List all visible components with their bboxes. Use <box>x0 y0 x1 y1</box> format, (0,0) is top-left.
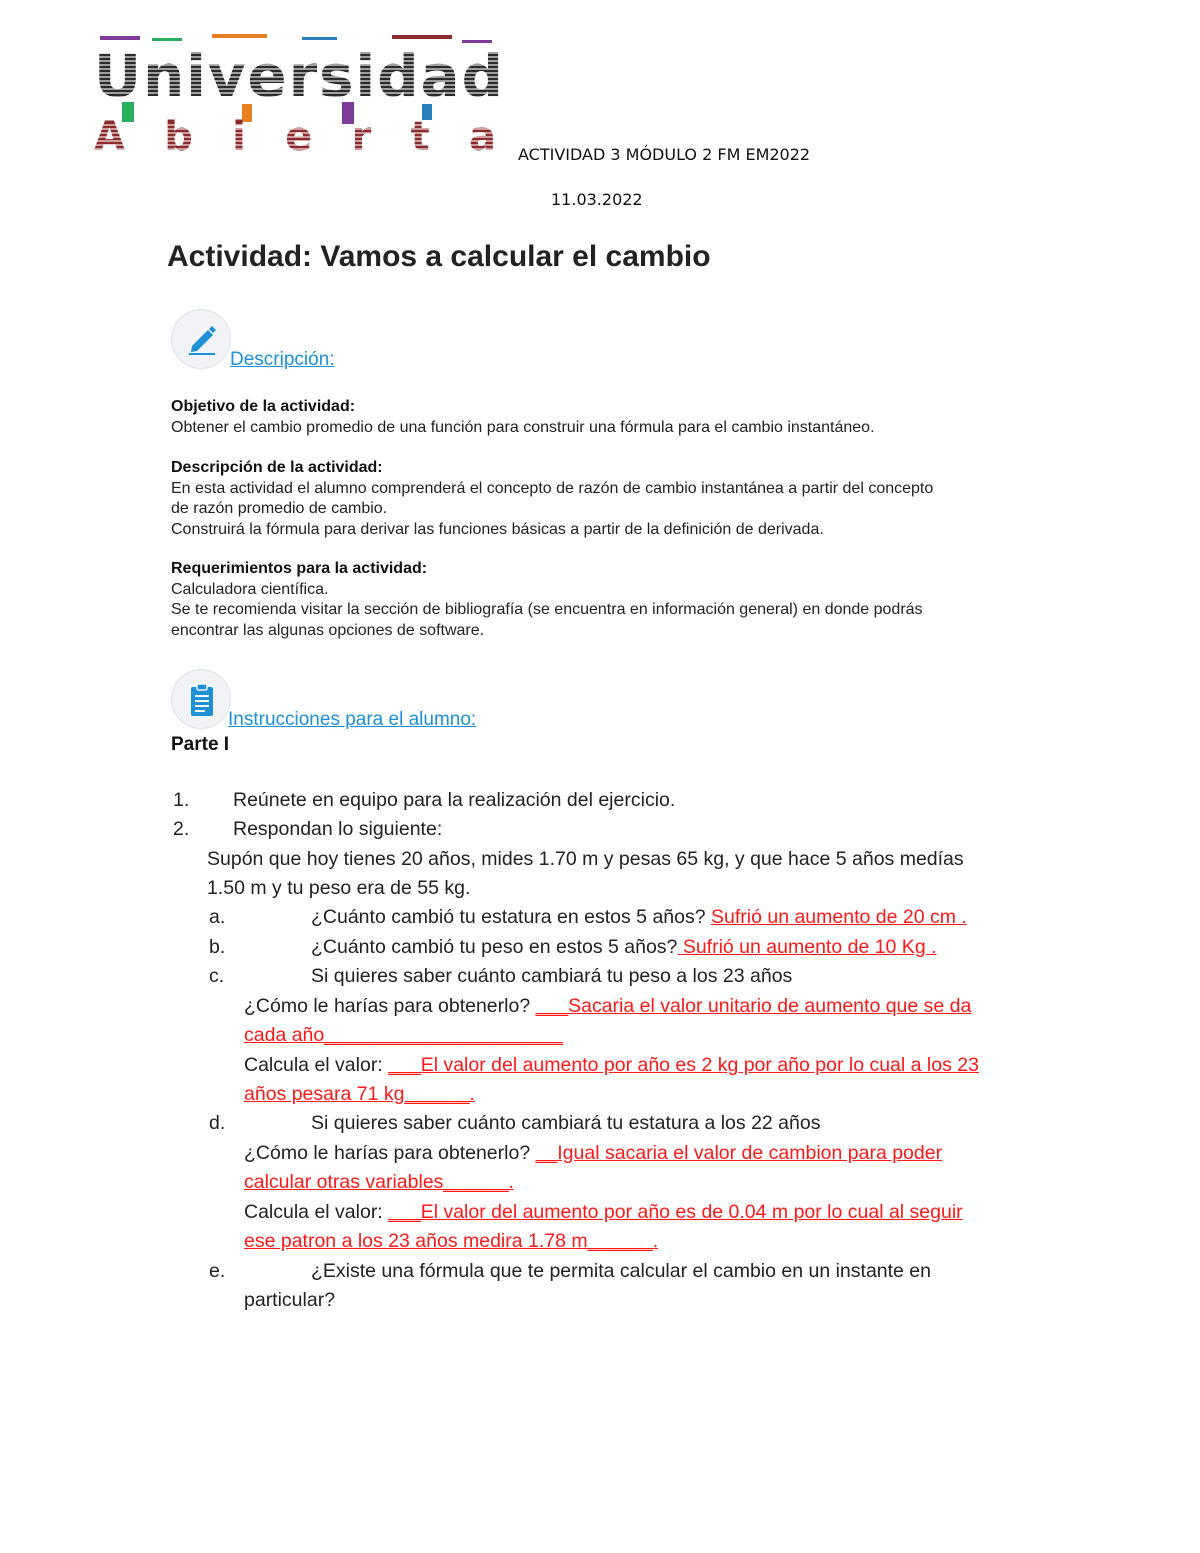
question-c-calc-prompt: Calcula el valor: <box>244 1054 389 1076</box>
activity-date: 11.03.2022 <box>551 190 643 209</box>
question-b <box>311 933 937 963</box>
question-a-answer: Sufrió un aumento de 20 cm . <box>711 906 967 928</box>
activity-header: ACTIVIDAD 3 MÓDULO 2 FM EM2022 <box>518 145 811 164</box>
question-d-label: d. <box>209 1112 226 1134</box>
page-title: Actividad: Vamos a calcular el cambio <box>167 240 711 273</box>
question-c-calc-answer-2: años pesara 71 kg______. <box>244 1083 475 1105</box>
step-1-number: 1. <box>173 789 190 811</box>
scenario-line-1: Supón que hoy tienes 20 años, mides 1.70 m y pesas 65 kg, y que hace 5 años medías <box>207 848 964 870</box>
description-line-1: En esta actividad el alumno comprenderá el concepto de razón de cambio instantánea a partir del concepto <box>171 479 934 497</box>
question-d-calc-answer-2: ese patron a los 23 años medira 1.78 m______. <box>244 1230 659 1252</box>
question-c-how <box>244 992 971 1022</box>
question-c-how-answer-1: ___Sacaria el valor unitario de aumento que se da <box>535 995 972 1017</box>
question-c-how-answer-2: cada año______________________ <box>244 1024 563 1046</box>
question-d-calc-prompt: Calcula el valor: <box>244 1201 389 1223</box>
objective-section <box>171 397 1031 438</box>
question-c-calc-answer-1: ___El valor del aumento por año es 2 kg por año por lo cual a los 23 <box>388 1054 979 1076</box>
question-d-how-answer-1: __Igual sacaria el valor de cambion para poder <box>535 1142 943 1164</box>
question-a <box>311 903 967 933</box>
objective-text: Obtener el cambio promedio de una función para construir una fórmula para el cambio instantáneo. <box>171 418 875 436</box>
description-section <box>171 458 1031 540</box>
question-b-answer: Sufrió un aumento de 10 Kg . <box>677 936 937 958</box>
step-2-text: Respondan lo siguiente: <box>233 818 443 840</box>
step-1 <box>173 786 675 816</box>
description-heading: Descripción de la actividad: <box>171 459 383 476</box>
question-b-label: b. <box>209 936 226 958</box>
requirements-line-2: Se te recomienda visitar la sección de bibliografía (se encuentra en información general) en donde podrás <box>171 601 923 618</box>
description-line-3: Construirá la fórmula para derivar las funciones básicas a partir de la definición de derivada. <box>171 520 824 538</box>
question-d-calc-answer-1: ___El valor del aumento por año es de 0.04 m por lo cual al seguir <box>388 1201 963 1223</box>
question-c-label: c. <box>209 965 225 987</box>
question-d-text: Si quieres saber cuánto cambiará tu estatura a los 22 años <box>311 1112 821 1134</box>
part-heading: Parte I <box>171 734 230 755</box>
question-b-text: ¿Cuánto cambió tu peso en estos 5 años? <box>311 936 678 958</box>
question-a-label: a. <box>209 906 226 928</box>
question-e-text-2: particular? <box>244 1289 336 1311</box>
instructions-link[interactable]: Instrucciones para el alumno: <box>228 709 477 730</box>
requirements-heading: Requerimientos para la actividad: <box>171 560 428 577</box>
question-d-how <box>244 1139 942 1169</box>
description-line-2: de razón promedio de cambio. <box>171 500 388 517</box>
requirements-line-1: Calculadora científica. <box>171 580 329 598</box>
question-d-how-answer-2: calcular otras variables______. <box>244 1171 514 1193</box>
step-2-number: 2. <box>173 818 190 840</box>
pencil-icon <box>171 309 231 369</box>
question-d-how-prompt: ¿Cómo le harías para obtenerlo? <box>244 1142 536 1164</box>
question-e-label: e. <box>209 1260 226 1282</box>
clipboard-icon <box>171 669 231 729</box>
scenario-line-2: 1.50 m y tu peso era de 55 kg. <box>207 877 471 899</box>
university-logo <box>92 32 504 156</box>
step-1-text: Reúnete en equipo para la realización del ejercicio. <box>233 789 676 811</box>
description-link[interactable]: Descripción: <box>230 349 335 370</box>
question-c-how-prompt: ¿Cómo le harías para obtenerlo? <box>244 995 536 1017</box>
question-e-text: ¿Existe una fórmula que te permita calcular el cambio en un instante en <box>311 1260 932 1282</box>
step-2 <box>173 815 442 845</box>
requirements-line-3: encontrar las algunas opciones de software. <box>171 621 485 639</box>
question-c-text: Si quieres saber cuánto cambiará tu peso a los 23 años <box>311 965 793 987</box>
question-c-calc <box>244 1051 979 1081</box>
question-a-text: ¿Cuánto cambió tu estatura en estos 5 años? <box>311 906 711 928</box>
objective-heading: Objetivo de la actividad: <box>171 398 356 415</box>
question-d-calc <box>244 1198 963 1228</box>
requirements-section <box>171 559 1031 641</box>
